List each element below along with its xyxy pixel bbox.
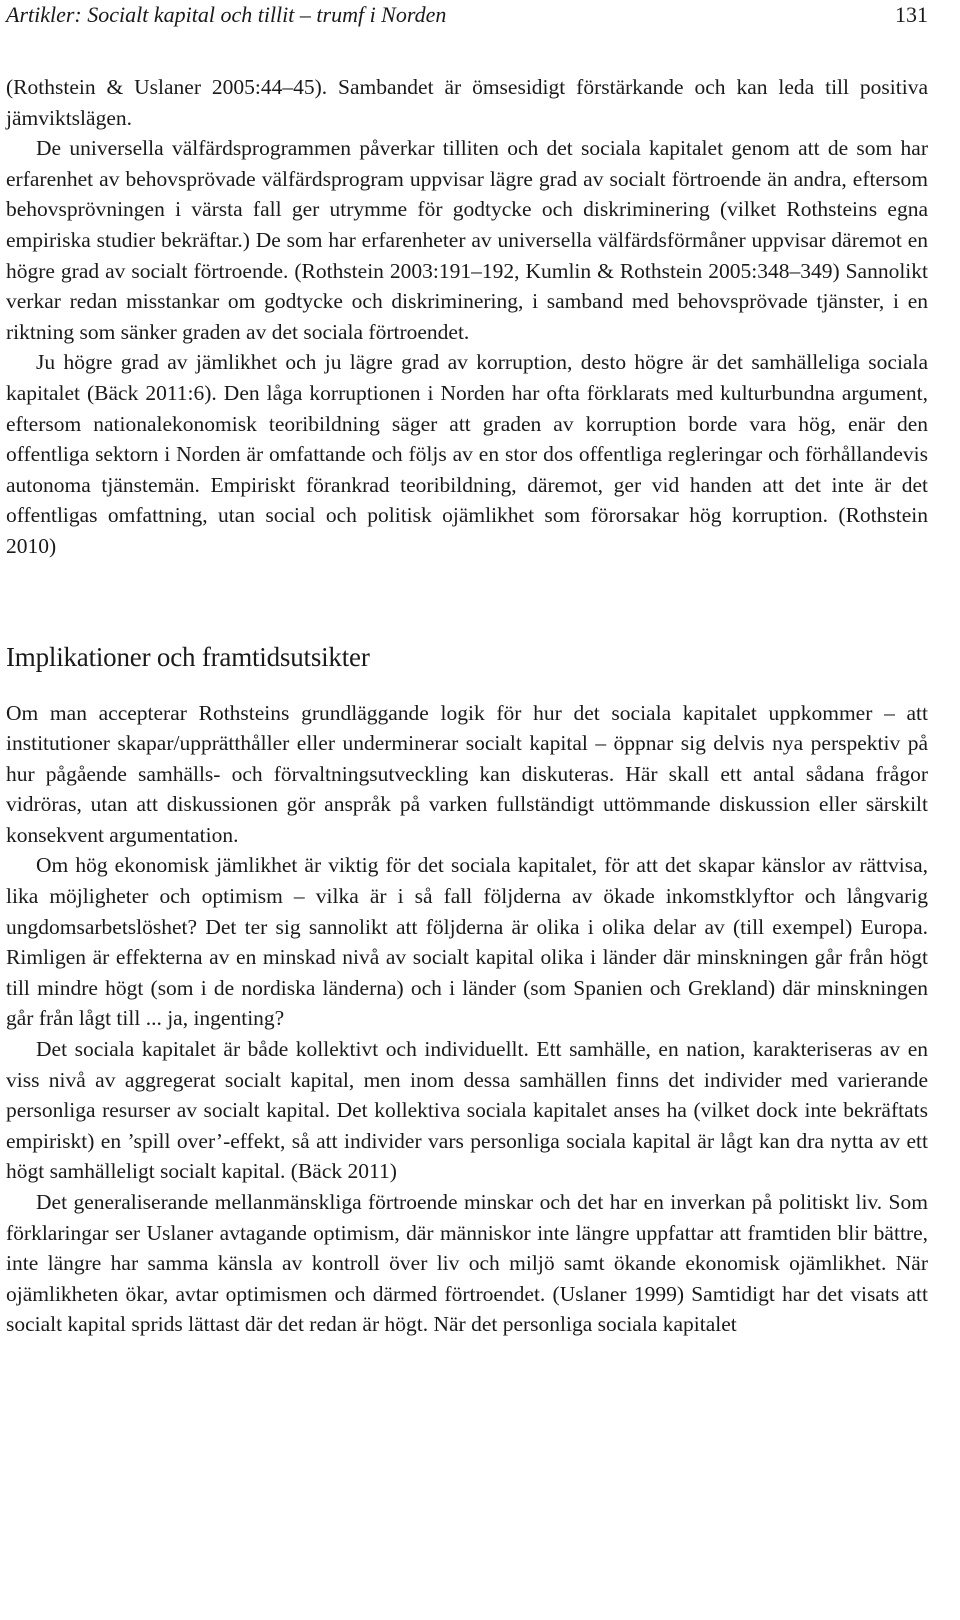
section-heading: Implikationer och framtidsutsikter <box>6 641 370 672</box>
section-social-capital <box>6 72 928 562</box>
paragraph: (Rothstein & Uslaner 2005:44–45). Sambandet är ömsesidigt förstärkande och kan leda till positiva jämviktslägen. <box>6 75 928 130</box>
paragraph: Om man accepterar Rothsteins grundläggande logik för hur det sociala kapitalet uppkommer – att institutioner skapar/upprätthåller eller underminerar socialt kapital – öppnar sig delvis nya perspektiv på hur pågående samhälls- och förvaltningsutveckling kan diskuteras. Här skall ett antal sådana frågor vidröras, utan att diskussionen gör anspråk på varken fullständigt uttömmande diskussion eller särskilt konsekvent argumentation. <box>6 700 928 847</box>
paragraph: Det sociala kapitalet är både kollektivt och individuellt. Ett samhälle, en nation, karakteriseras av en viss nivå av aggregerat socialt kapital, men inom dessa samhällen finns det individer med varierande personliga resurser av socialt kapital. Det kollektiva sociala kapitalet anses ha (vilket dock inte bekräftats empiriskt) en ’spill over’-effekt, så att individer vars personliga sociala kapital är lågt kan dra nytta av ett högt samhälleligt socialt kapital. (Bäck 2011) <box>6 1037 928 1184</box>
document-page <box>6 0 928 1340</box>
paragraph: Det generaliserande mellanmänskliga förtroende minskar och det har en inverkan på politiskt liv. Som förklaringar ser Uslaner avtagande optimism, där människor inte längre uppfattar att framtiden blir bättre, inte längre har samma känsla av kontroll över liv och miljö samt ökande ekonomisk ojämlikhet. När ojämlikheten ökar, avtar optimismen och därmed förtroendet. (Uslaner 1999) Samtidigt har det visats att socialt kapital sprids lättast där det redan är högt. När det personliga sociala kapitalet <box>6 1190 928 1337</box>
paragraph: Om hög ekonomisk jämlikhet är viktig för det sociala kapitalet, för att det skapar känslor av rättvisa, lika möjligheter och optimism – vilka är i så fall följderna av ökade inkomstklyftor och långvarig ungdomsarbetslöshet? Det ter sig sannolikt att följderna är olika i olika delar av (till exempel) Europa. Rimligen är effekterna av en minskad nivå av socialt kapital olika i länder där minskningen går från högt till mindre högt (som i de nordiska länderna) och i länder (som Spanien och Grekland) där minskningen går från lågt till ... ja, ingenting? <box>6 853 928 1031</box>
paragraph: De universella välfärdsprogrammen påverkar tilliten och det sociala kapitalet genom att de som har erfarenhet av behovsprövade välfärdsprogram uppvisar lägre grad av socialt förtroende än andra, eftersom behovsprövningen i värsta fall ger utrymme för godtycke och diskriminering (vilket Rothsteins egna empiriska studier bekräftar.) De som har erfarenheter av universella välfärdsförmåner uppvisar däremot en högre grad av socialt förtroende. (Rothstein 2003:191–192, Kumlin & Rothstein 2005:348–349) Sannolikt verkar redan misstankar om godtycke och diskriminering, i samband med behovsprövade tjänster, i en riktning som sänker graden av det sociala förtroendet. <box>6 136 928 344</box>
running-header-title: Artikler: Socialt kapital och tillit – trumf i Norden <box>6 2 447 27</box>
running-header <box>6 0 928 34</box>
paragraph: Ju högre grad av jämlikhet och ju lägre grad av korruption, desto högre är det samhälleliga sociala kapitalet (Bäck 2011:6). Den låga korruptionen i Norden har ofta förklarats med kulturbundna argument, eftersom nationalekonomisk teoribildning säger att graden av korruption borde vara hög, enär den offentliga sektorn i Norden är omfattande och följs av en stor dos offentliga regleringar och förhållandevis autonoma tjänstemän. Empiriskt förankrad teoribildning, däremot, ger vid handen att det inte är det offentligas omfattning, utan social och politisk ojämlikhet som förorsakar hög korruption. (Rothstein 2010) <box>6 350 928 558</box>
page-number: 131 <box>895 2 928 27</box>
section-implications <box>6 698 928 1340</box>
